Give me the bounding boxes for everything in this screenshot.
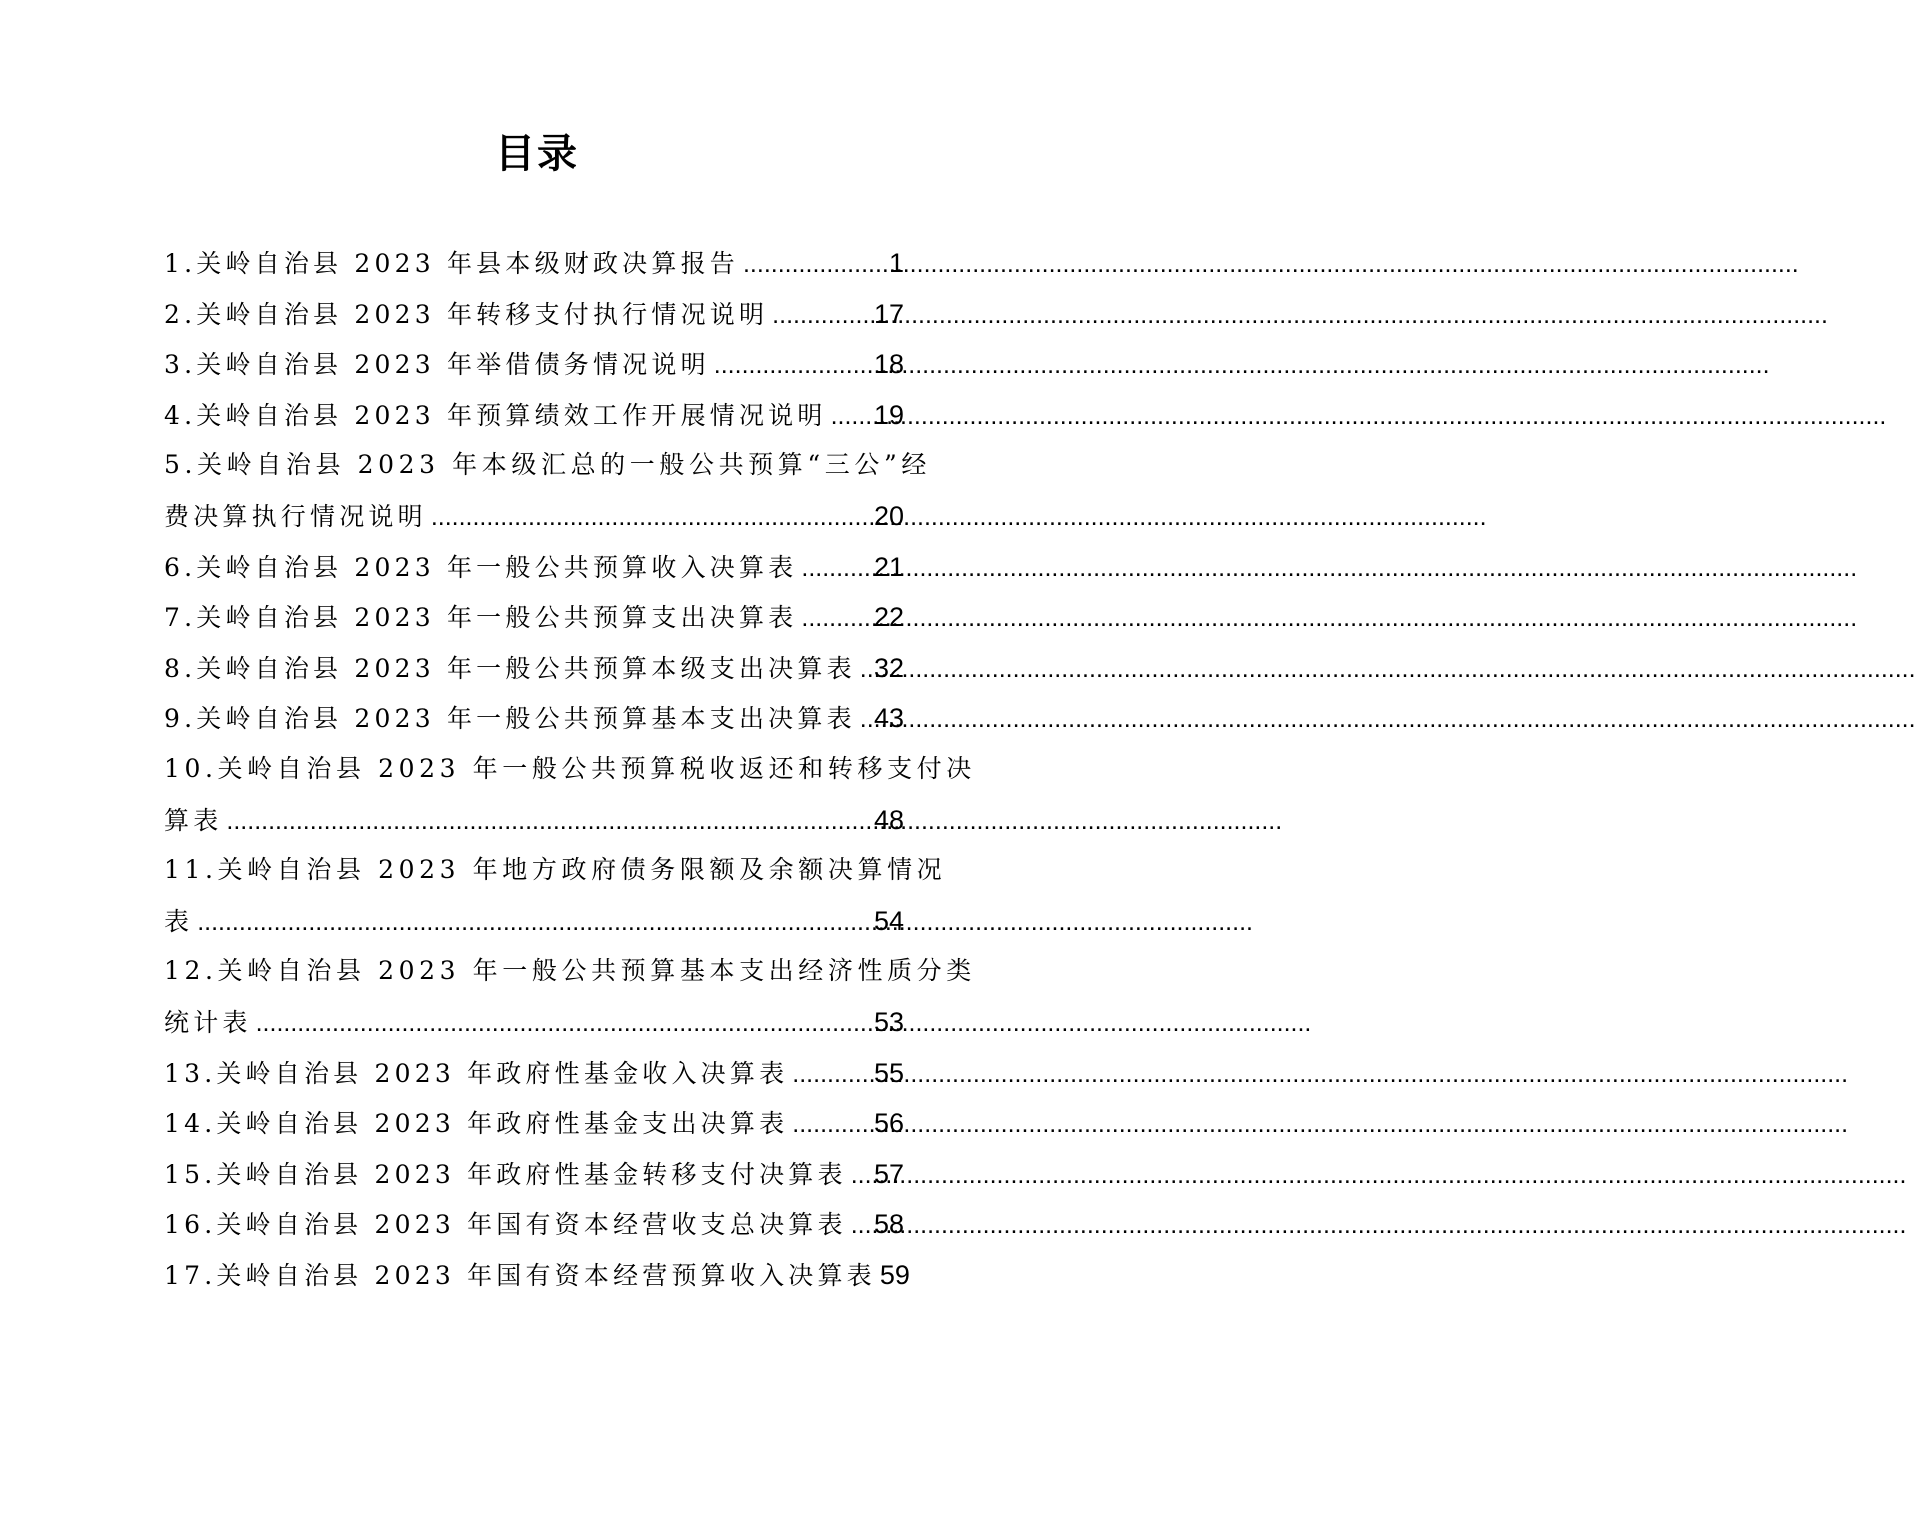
dot-leader bbox=[851, 1150, 874, 1201]
toc-entry-9[interactable] bbox=[164, 693, 904, 744]
toc-entry-text: 9.关岭自治县 2023 年一般公共预算基本支出决算表 bbox=[164, 704, 856, 734]
toc-entry-text: 5.关岭自治县 2023 年本级汇总的一般公共预算“三公”经 bbox=[164, 450, 931, 480]
dot-leader bbox=[831, 391, 874, 442]
toc-entry-text: 13.关岭自治县 2023 年政府性基金收入决算表 bbox=[164, 1058, 789, 1088]
dot-leader bbox=[256, 998, 874, 1049]
toc-page-number: 55 bbox=[873, 1057, 904, 1088]
toc-page-number: 18 bbox=[873, 349, 904, 380]
toc-entry-12-line-2[interactable] bbox=[164, 997, 904, 1048]
dot-leader bbox=[801, 593, 874, 644]
toc-page-number: 57 bbox=[873, 1158, 904, 1189]
toc-entry-13[interactable] bbox=[164, 1048, 904, 1099]
toc-entry-text: 11.关岭自治县 2023 年地方政府债务限额及余额决算情况 bbox=[164, 855, 947, 885]
toc-page-number: 59 bbox=[879, 1259, 910, 1290]
toc-entry-11-line-2[interactable] bbox=[164, 896, 904, 947]
toc-entry-text: 3.关岭自治县 2023 年举借债务情况说明 bbox=[164, 350, 710, 380]
toc-entry-16[interactable] bbox=[164, 1199, 904, 1250]
toc-entry-11-line-1[interactable] bbox=[164, 845, 947, 896]
toc-entry-text: 17.关岭自治县 2023 年国有资本经营预算收入决算表 bbox=[164, 1260, 876, 1290]
toc-page-number: 58 bbox=[873, 1209, 904, 1240]
toc-entry-1[interactable] bbox=[164, 238, 904, 289]
dot-leader bbox=[431, 492, 874, 543]
dot-leader bbox=[851, 1200, 874, 1251]
toc-entry-text: 4.关岭自治县 2023 年预算绩效工作开展情况说明 bbox=[164, 400, 827, 430]
toc-page-number: 54 bbox=[873, 905, 904, 936]
toc-entry-6[interactable] bbox=[164, 542, 904, 593]
toc-page-number: 19 bbox=[873, 399, 904, 430]
toc-page-number: 17 bbox=[873, 298, 904, 329]
toc-page-number: 48 bbox=[873, 804, 904, 835]
dot-leader bbox=[772, 290, 874, 341]
dot-leader bbox=[743, 239, 889, 290]
toc-entry-10-line-1[interactable] bbox=[164, 744, 976, 795]
dot-leader bbox=[792, 1049, 874, 1100]
toc-entry-text: 16.关岭自治县 2023 年国有资本经营收支总决算表 bbox=[164, 1210, 847, 1240]
toc-page-number: 20 bbox=[873, 500, 904, 531]
toc-entry-8[interactable] bbox=[164, 643, 904, 694]
toc-entry-10-line-2[interactable] bbox=[164, 795, 904, 846]
toc-entry-text: 10.关岭自治县 2023 年一般公共预算税收返还和转移支付决 bbox=[164, 753, 976, 783]
toc-entry-text-continued: 表 bbox=[164, 906, 194, 936]
toc-page-number: 53 bbox=[873, 1006, 904, 1037]
toc-entry-12-line-1[interactable] bbox=[164, 946, 976, 997]
toc-entry-text: 7.关岭自治县 2023 年一般公共预算支出决算表 bbox=[164, 603, 798, 633]
toc-page-number: 1 bbox=[888, 248, 904, 278]
dot-leader bbox=[860, 694, 874, 745]
toc-page-number: 32 bbox=[873, 652, 904, 683]
toc-entry-text: 8.关岭自治县 2023 年一般公共预算本级支出决算表 bbox=[164, 653, 856, 683]
toc-entry-17[interactable] bbox=[164, 1250, 910, 1301]
toc-entry-text: 14.关岭自治县 2023 年政府性基金支出决算表 bbox=[164, 1109, 789, 1139]
page-title: 目录 bbox=[495, 130, 579, 177]
toc-entry-5-line-1[interactable] bbox=[164, 440, 931, 491]
toc-page-number: 22 bbox=[873, 602, 904, 633]
dot-leader bbox=[226, 796, 874, 847]
toc-page-number: 21 bbox=[873, 551, 904, 582]
toc-entry-text: 15.关岭自治县 2023 年政府性基金转移支付决算表 bbox=[164, 1159, 847, 1189]
dot-leader bbox=[714, 340, 874, 391]
toc-entry-15[interactable] bbox=[164, 1149, 904, 1200]
toc-entry-7[interactable] bbox=[164, 592, 904, 643]
dot-leader bbox=[197, 897, 874, 948]
toc-entry-14[interactable] bbox=[164, 1098, 904, 1149]
dot-leader bbox=[801, 543, 874, 594]
toc-entry-4[interactable] bbox=[164, 390, 904, 441]
toc-entry-text: 12.关岭自治县 2023 年一般公共预算基本支出经济性质分类 bbox=[164, 956, 976, 986]
toc-entry-text-continued: 算表 bbox=[164, 805, 223, 835]
toc-entry-5-line-2[interactable] bbox=[164, 491, 904, 542]
dot-leader bbox=[860, 644, 874, 695]
toc-entry-2[interactable] bbox=[164, 289, 904, 340]
toc-page-number: 56 bbox=[873, 1108, 904, 1139]
toc-entry-text: 2.关岭自治县 2023 年转移支付执行情况说明 bbox=[164, 299, 769, 329]
toc-entry-text: 1.关岭自治县 2023 年县本级财政决算报告 bbox=[164, 249, 739, 278]
toc-page-number: 43 bbox=[873, 703, 904, 734]
toc-entry-text-continued: 费决算执行情况说明 bbox=[164, 501, 427, 531]
toc-entry-3[interactable] bbox=[164, 339, 904, 390]
dot-leader bbox=[792, 1099, 874, 1150]
toc-entry-text: 6.关岭自治县 2023 年一般公共预算收入决算表 bbox=[164, 552, 798, 582]
toc-entry-text-continued: 统计表 bbox=[164, 1007, 252, 1037]
table-of-contents bbox=[164, 238, 976, 1300]
